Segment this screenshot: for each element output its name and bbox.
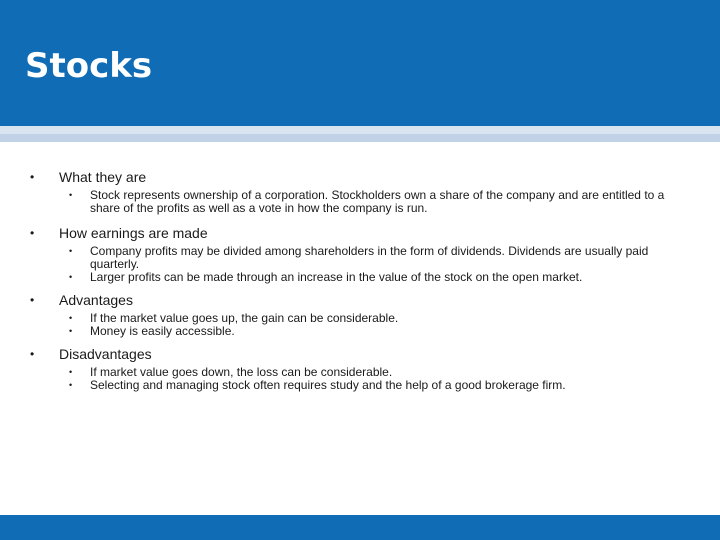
- bullet-icon: •: [30, 293, 35, 307]
- bullet-icon: •: [69, 313, 73, 323]
- sub-bullet-list: [30, 366, 690, 392]
- slide-title: Stocks: [25, 46, 153, 86]
- list-item: [30, 325, 670, 338]
- section-heading: [30, 345, 690, 363]
- list-item-text: Selecting and managing stock often requires study and the help of a good brokerage firm.: [90, 378, 566, 392]
- bullet-icon: •: [30, 226, 35, 240]
- section-heading-text: Advantages: [59, 292, 133, 308]
- bullet-icon: •: [69, 190, 73, 200]
- bullet-icon: •: [69, 380, 73, 390]
- section-how-earnings: [30, 224, 690, 284]
- header-divider: [0, 134, 720, 142]
- slide-body: [30, 168, 690, 398]
- header-divider-light: [0, 126, 720, 134]
- bullet-icon: •: [69, 272, 73, 282]
- section-heading-text: Disadvantages: [59, 346, 152, 362]
- list-item: [30, 271, 670, 284]
- section-heading-text: What they are: [59, 169, 147, 185]
- sub-bullet-list: [30, 312, 690, 338]
- list-item: [30, 189, 670, 215]
- list-item-text: Money is easily accessible.: [90, 324, 235, 338]
- list-item-text: Larger profits can be made through an increase in the value of the stock on the open market.: [90, 270, 583, 284]
- bullet-icon: •: [30, 347, 35, 361]
- sub-bullet-list: [30, 245, 690, 284]
- bullet-icon: •: [69, 246, 73, 256]
- bullet-icon: •: [69, 367, 73, 377]
- section-what-they-are: [30, 168, 690, 215]
- bullet-icon: •: [30, 170, 35, 184]
- list-item-text: If the market value goes up, the gain can be considerable.: [90, 311, 399, 325]
- list-item-text: Stock represents ownership of a corporation. Stockholders own a share of the company and are entitled to a share of the profits as well as a vote in how the company is run.: [90, 188, 665, 215]
- list-item-text: If market value goes down, the loss can be considerable.: [90, 365, 393, 379]
- footer-bar: [0, 515, 720, 540]
- section-heading: [30, 224, 690, 242]
- section-heading: [30, 168, 690, 186]
- list-item-text: Company profits may be divided among shareholders in the form of dividends. Dividends are usually paid quarterly.: [90, 244, 649, 271]
- section-advantages: [30, 291, 690, 338]
- list-item: [30, 379, 670, 392]
- sub-bullet-list: [30, 189, 690, 215]
- section-heading-text: How earnings are made: [59, 225, 208, 241]
- list-item: [30, 245, 670, 271]
- title-bar: [0, 0, 720, 126]
- bullet-icon: •: [69, 326, 73, 336]
- section-disadvantages: [30, 345, 690, 392]
- section-heading: [30, 291, 690, 309]
